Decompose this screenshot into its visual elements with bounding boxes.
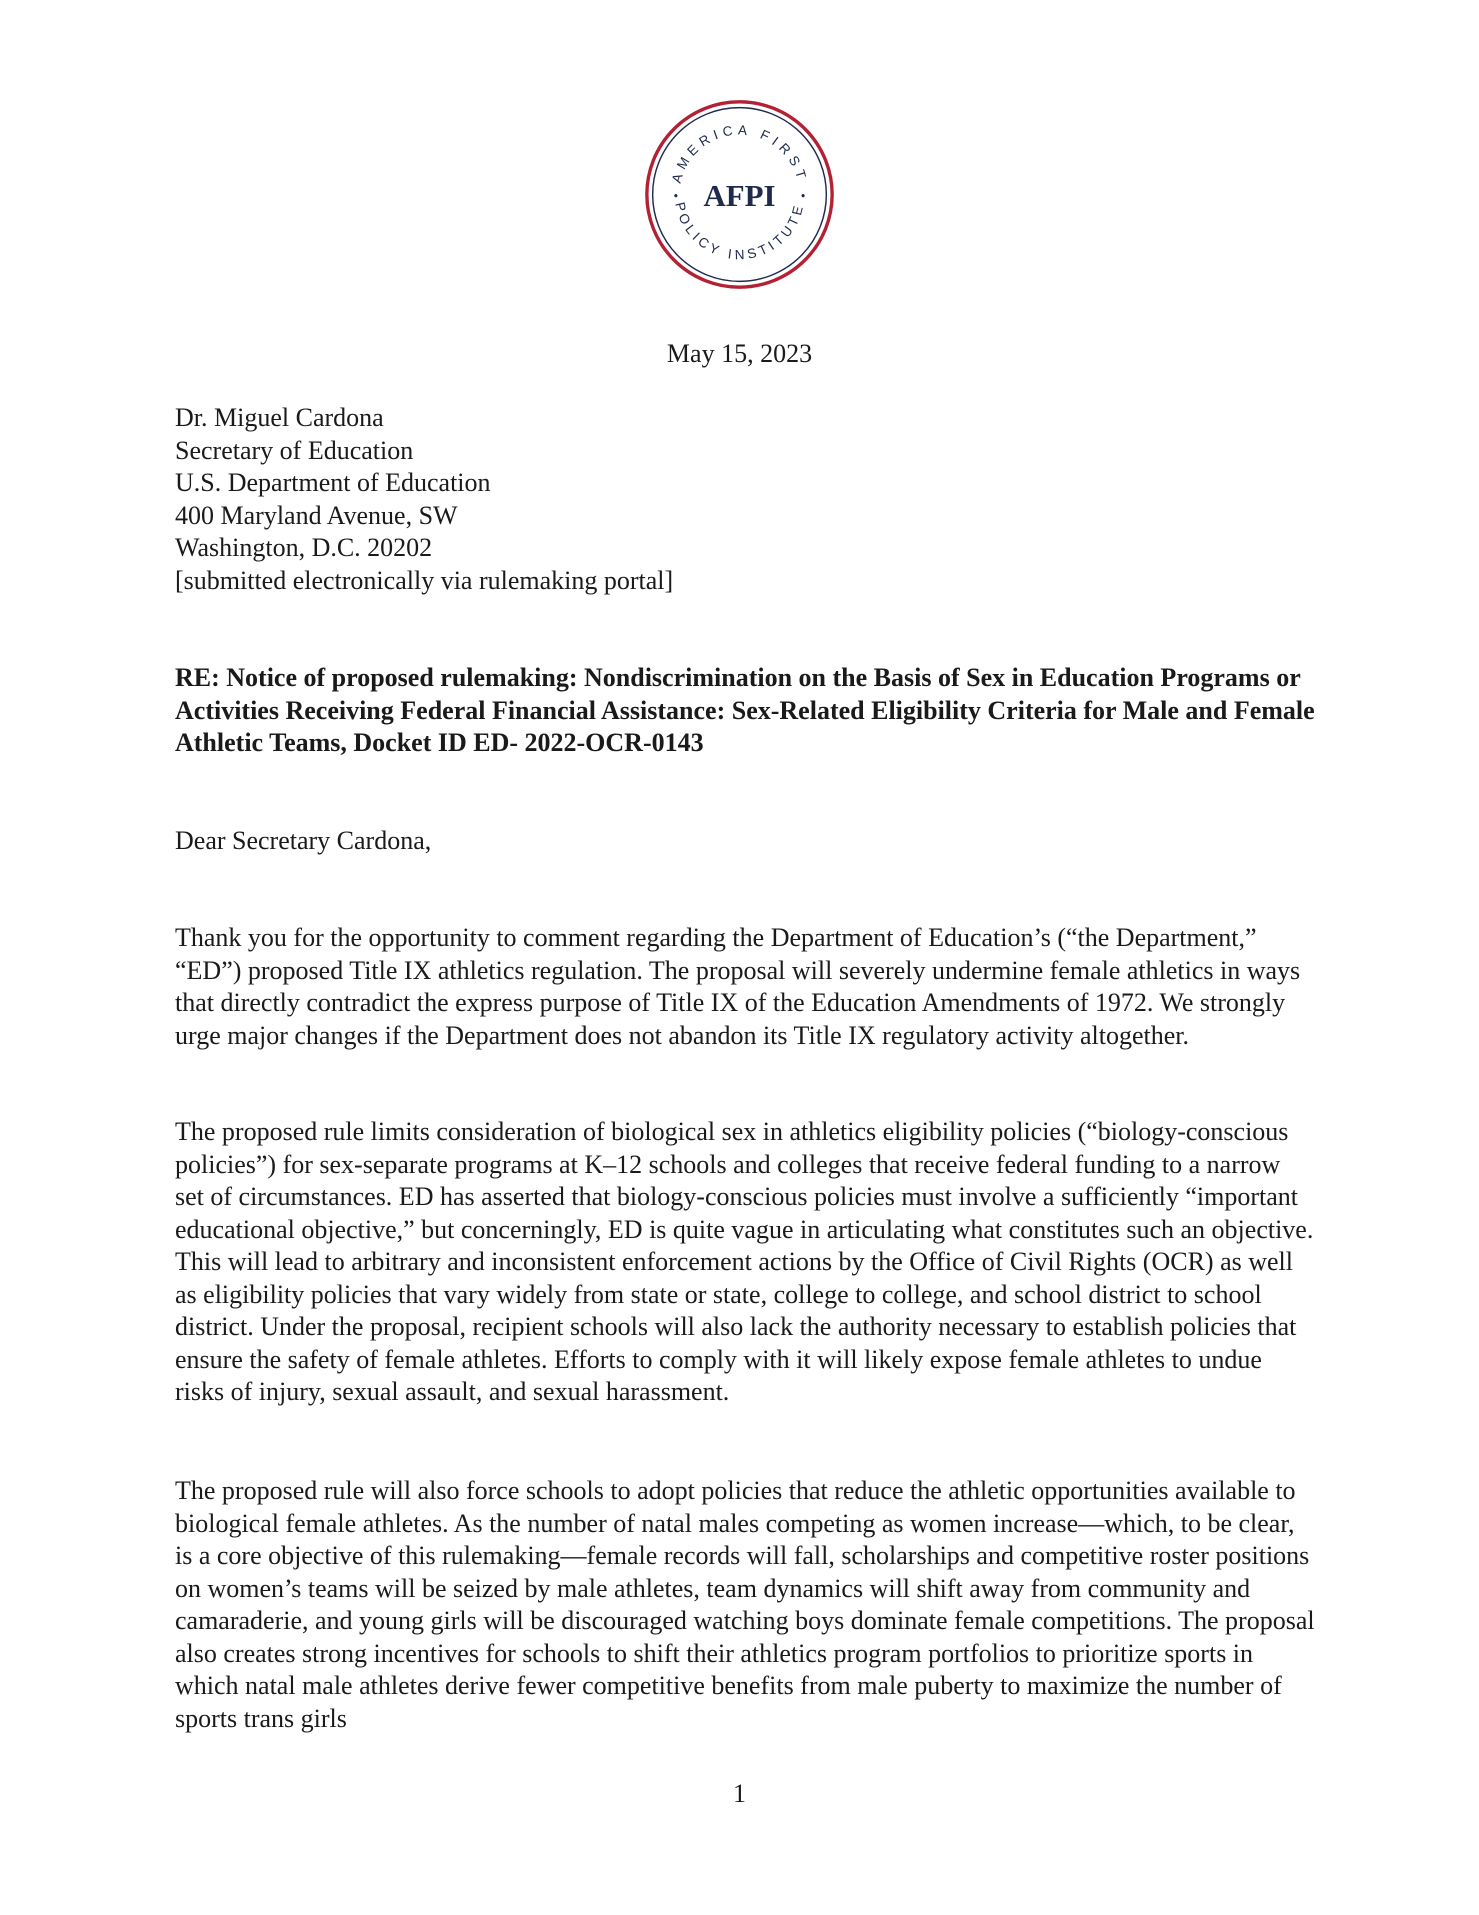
address-line: Washington, D.C. 20202 bbox=[175, 533, 433, 562]
salutation: Dear Secretary Cardona, bbox=[175, 826, 432, 855]
page-number: 1 bbox=[733, 1779, 746, 1808]
afpi-seal-logo bbox=[643, 98, 836, 291]
seal-dot-left: • bbox=[673, 188, 679, 204]
address-line: Dr. Miguel Cardona bbox=[175, 403, 384, 432]
body-paragraph: Thank you for the opportunity to comment regarding the Department of Education’s (“the Department,” “ED”) proposed Title IX athletics regulation. The proposal will severely undermine female athletics in ways that directly contradict the express purpose of Title IX of the Education Amendments of 1972. We strongly urge major changes if the Department does not abandon its Title IX regulatory activity altogether. bbox=[175, 923, 1301, 1050]
letter-date: May 15, 2023 bbox=[666, 339, 813, 368]
seal-ring-text-top: AMERICA FIRST bbox=[668, 122, 811, 185]
address-line: [submitted electronically via rulemaking portal] bbox=[175, 565, 674, 595]
seal-ring-text-bottom: POLICY INSTITUTE bbox=[672, 200, 807, 263]
address-line: 400 Maryland Avenue, SW bbox=[175, 500, 458, 530]
body-paragraph: The proposed rule will also force schools to adopt policies that reduce the athletic opportunities available to biological female athletes. As the number of natal males competing as women increase—which, to be clear, is a core objective of this rulemaking—female records will fall, scholarships and competitive roster positions on women’s teams will be seized by male athletes, team dynamics will shift away from community and camaraderie, and young girls will be discouraged watching boys dominate female competitions. The proposal also creates strong incentives for schools to shift their athletics program portfolios to prioritize sports in which natal male athletes derive fewer competitive benefits from male puberty to maximize the number of sports trans girls bbox=[175, 1476, 1315, 1733]
address-line: Secretary of Education bbox=[175, 435, 414, 465]
seal-initials: AFPI bbox=[703, 178, 776, 214]
body-paragraph: The proposed rule limits consideration of biological sex in athletics eligibility policies (“biology-conscious policies”) for sex-separate programs at K–12 schools and colleges that receive federal funding to a narrow set of circumstances. ED has asserted that biology-conscious policies must involve a sufficiently “important educational objective,” but concerningly, ED is quite vague in articulating what constitutes such an objective. This will lead to arbitrary and inconsistent enforcement actions by the Office of Civil Rights (OCR) as well as eligibility policies that vary widely from state or state, college to college, and school district to school district. Under the proposal, recipient schools will also lack the authority necessary to establish policies that ensure the safety of female athletes. Efforts to comply with it will likely expose female athletes to undue risks of injury, sexual assault, and sexual harassment. bbox=[175, 1117, 1314, 1406]
seal-dot-right: • bbox=[800, 188, 806, 204]
recipient-address bbox=[175, 402, 673, 597]
address-line: U.S. Department of Education bbox=[175, 468, 491, 497]
subject-line: RE: Notice of proposed rulemaking: Nondiscrimination on the Basis of Sex in Education Programs or Activities Receiving Federal Financial Assistance: Sex-Related Eligibility Criteria for Male and Female Athletic Teams, Docket ID ED- 2022-OCR-0143 bbox=[175, 663, 1315, 757]
